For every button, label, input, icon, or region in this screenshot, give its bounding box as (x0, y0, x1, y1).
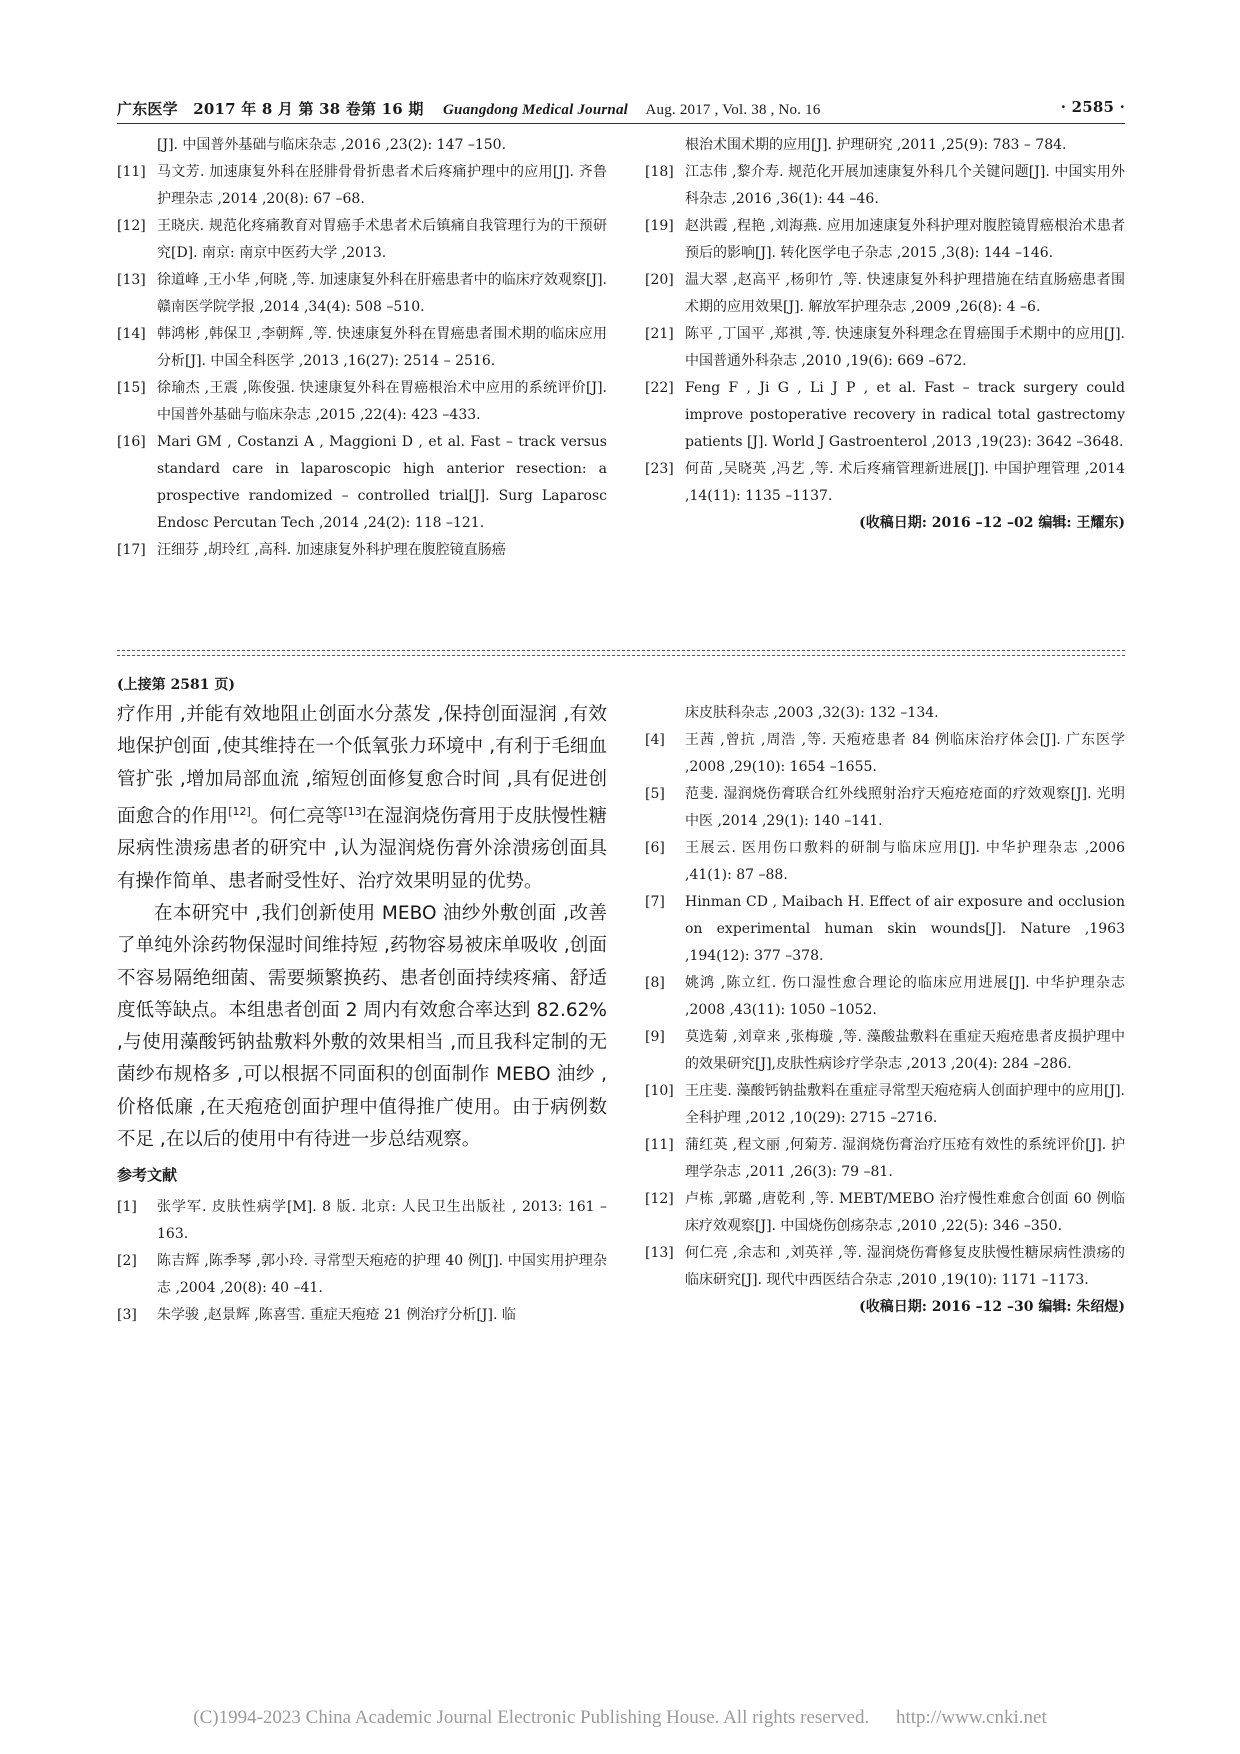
reference-item (645, 321, 1125, 375)
reference-number: [20] (645, 272, 674, 288)
reference-item (117, 159, 607, 213)
reference-item (645, 700, 1125, 727)
reference-text: 姚鸿 ,陈立红. 伤口湿性愈合理论的临床应用进展[J]. 中华护理杂志 ,2008 ,43(11): 1050 –1052. (685, 975, 1125, 1018)
reference-item (117, 321, 607, 375)
reference-item (117, 1194, 607, 1248)
top-right-references (645, 132, 1125, 537)
reference-text: 何苗 ,吴晓英 ,冯艺 ,等. 术后疼痛管理新进展[J]. 中国护理管理 ,2014 ,14(11): 1135 –1137. (685, 461, 1125, 504)
reference-item (117, 1248, 607, 1302)
header-rule (117, 123, 1125, 124)
reference-text: 朱学骏 ,赵景辉 ,陈喜雪. 重症天疱疮 21 例治疗分析[J]. 临 (157, 1307, 516, 1324)
reference-text: Mari GM , Costanzi A , Maggioni D , et al. Fast – track versus standard care in laparoscopic high anterior resection: a prospective randomized – controlled trial[J]. Surg Laparosc Endosc Percutan Tech ,2014 ,24(2): 118 –121. (157, 434, 607, 531)
reference-item (117, 1302, 607, 1329)
reference-number: [11] (117, 164, 146, 180)
reference-item (117, 132, 607, 159)
reference-number: [9] (645, 1029, 665, 1045)
reference-item (645, 132, 1125, 159)
reference-number: [7] (645, 894, 665, 910)
reference-text: 陈平 ,丁国平 ,郑祺 ,等. 快速康复外科理念在胃癌围手术期中的应用[J]. 中国普通外科杂志 ,2010 ,19(6): 669 –672. (685, 326, 1125, 369)
reference-text: 马文芳. 加速康复外科在胫腓骨骨折患者术后疼痛护理中的应用[J]. 齐鲁护理杂志 ,2014 ,20(8): 67 –68. (157, 164, 607, 207)
reference-text: 王晓庆. 规范化疼痛教育对胃癌手术患者术后镇痛自我管理行为的干预研究[D]. 南京: 南京中医药大学 ,2013. (157, 218, 607, 261)
page-number: · 2585 · (1060, 98, 1125, 116)
issue-cn: 2017 年 8 月 第 38 卷第 16 期 (193, 100, 424, 118)
reference-number: [23] (645, 461, 674, 477)
reference-text: 床皮肤科杂志 ,2003 ,32(3): 132 –134. (685, 705, 939, 721)
copyright-text: (C)1994-2023 China Academic Journal Electronic Publishing House. All rights reserved. (193, 1707, 870, 1728)
reference-number: [13] (117, 272, 146, 288)
running-header (117, 98, 1125, 122)
reference-item (645, 1132, 1125, 1186)
reference-number: [4] (645, 732, 665, 748)
reference-text: 王展云. 医用伤口敷料的研制与临床应用[J]. 中华护理杂志 ,2006 ,41(1): 87 –88. (685, 840, 1125, 883)
reference-text: 韩鸿彬 ,韩保卫 ,李朝辉 ,等. 快速康复外科在胃癌患者围术期的临床应用分析[J]. 中国全科医学 ,2013 ,16(27): 2514 – 2516. (157, 326, 607, 369)
reference-number: [8] (645, 975, 665, 991)
reference-text: 范斐. 湿润烧伤膏联合红外线照射治疗天疱疮疮面的疗效观察[J]. 光明中医 ,2014 ,29(1): 140 –141. (685, 786, 1125, 829)
reference-item (645, 1024, 1125, 1078)
reference-item (645, 456, 1125, 510)
reference-item (645, 970, 1125, 1024)
reference-text: 徐瑜杰 ,王震 ,陈俊强. 快速康复外科在胃癌根治术中应用的系统评价[J]. 中国普外基础与临床杂志 ,2015 ,22(4): 423 –433. (157, 380, 607, 423)
reference-item (645, 889, 1125, 970)
journal-citation (117, 98, 821, 119)
body-paragraph-2: 在本研究中 ,我们创新使用 MEBO 油纱外敷创面 ,改善了单纯外涂药物保湿时间维持短 ,药物容易被床单吸收 ,创面不容易隔绝细菌、需要频繁换药、患者创面持续疼痛、舒适度低等缺点。本组患者创面 2 周内有效愈合率达到 82.62% ,与使用藻酸钙钠盐敷料外敷的效果相当 ,而且我科定制的无菌纱布规格多 ,可以根据不同面积的创面制作 MEBO 油纱 ,价格低廉 ,在天疱疮创面护理中值得推广使用。由于病例数不足 ,在以后的使用中有待进一步总结观察。 (117, 902, 607, 1151)
reference-item (645, 781, 1125, 835)
reference-number: [15] (117, 380, 146, 396)
journal-name-en: Guangdong Medical Journal (443, 102, 629, 118)
reference-text: Feng F , Ji G , Li J P , et al. Fast – track surgery could improve postoperative recovery in radical total gastrectomy patients [J]. World J Gastroenterol ,2013 ,19(23): 3642 –3648. (685, 380, 1125, 450)
reference-text: 王茜 ,曾抗 ,周浩 ,等. 天疱疮患者 84 例临床治疗体会[J]. 广东医学 ,2008 ,29(10): 1654 –1655. (685, 732, 1125, 775)
reference-number: [10] (645, 1083, 674, 1099)
reference-number: [21] (645, 326, 674, 342)
continued-from-note: (上接第 2581 页) (117, 677, 235, 693)
reference-number: [5] (645, 786, 665, 802)
article-body-column (117, 673, 607, 1329)
reference-number: [2] (117, 1253, 137, 1270)
citation-12[interactable]: [12] (228, 804, 251, 818)
reference-item (645, 727, 1125, 781)
reference-number: [6] (645, 840, 665, 856)
received-date-top: (收稿日期: 2016 –12 –02 编辑: 王耀东) (859, 515, 1125, 531)
top-left-references (117, 132, 607, 564)
article-divider (117, 650, 1125, 656)
body-paragraph-1: 疗作用 ,并能有效地阻止创面水分蒸发 ,保持创面湿润 ,有效地保护创面 ,使其维持在一个低氧张力环境中 ,有利于毛细血管扩张 ,增加局部血流 ,缩短创面修复愈合时间 ,具有促进创面愈合的作用[12]。何仁亮等[13]在湿润烧伤膏用于皮肤慢性糖尿病性溃疡患者的研究中 ,认为湿润烧伤膏外涂溃疡创面具有操作简单、患者耐受性好、治疗效果明显的优势。 (117, 704, 607, 892)
bottom-right-references (645, 700, 1125, 1321)
reference-text: 卢栋 ,郭璐 ,唐乾利 ,等. MEBT/MEBO 治疗慢性难愈合创面 60 例临床疗效观察[J]. 中国烧伤创疡杂志 ,2010 ,22(5): 346 –350. (685, 1191, 1125, 1234)
reference-item (645, 267, 1125, 321)
reference-item (645, 835, 1125, 889)
reference-item (117, 429, 607, 537)
reference-number: [14] (117, 326, 146, 342)
reference-item (645, 159, 1125, 213)
reference-text: 根治术围术期的应用[J]. 护理研究 ,2011 ,25(9): 783 – 784. (685, 137, 1067, 153)
reference-text: 汪细芬 ,胡玲红 ,高科. 加速康复外科护理在腹腔镜直肠癌 (157, 542, 506, 558)
issue-en: Aug. 2017 , Vol. 38 , No. 16 (645, 102, 821, 118)
reference-number: [17] (117, 542, 146, 558)
citation-13[interactable]: [13] (343, 804, 367, 818)
reference-number: [22] (645, 380, 674, 396)
cnki-link[interactable]: http://www.cnki.net (895, 1707, 1047, 1728)
reference-item (645, 1240, 1125, 1294)
reference-item (117, 537, 607, 564)
reference-item (117, 375, 607, 429)
journal-name-cn: 广东医学 (117, 100, 178, 118)
reference-item (645, 213, 1125, 267)
reference-number: [11] (645, 1137, 674, 1153)
copyright-footer (0, 1707, 1240, 1729)
reference-number: [19] (645, 218, 674, 234)
reference-number: [13] (645, 1245, 674, 1261)
reference-item (117, 213, 607, 267)
reference-text: [J]. 中国普外基础与临床杂志 ,2016 ,23(2): 147 –150. (157, 137, 507, 153)
reference-text: 赵洪霞 ,程艳 ,刘海燕. 应用加速康复外科护理对腹腔镜胃癌根治术患者预后的影响[J]. 转化医学电子杂志 ,2015 ,3(8): 144 –146. (685, 218, 1125, 261)
reference-text: Hinman CD , Maibach H. Effect of air exposure and occlusion on experimental human skin wounds[J]. Nature ,1963 ,194(12): 377 –378. (685, 894, 1125, 964)
reference-item (645, 375, 1125, 456)
reference-text: 陈吉辉 ,陈季琴 ,郭小玲. 寻常型天疱疮的护理 40 例[J]. 中国实用护理杂志 ,2004 ,20(8): 40 –41. (157, 1253, 607, 1297)
references-heading: 参考文献 (117, 1166, 178, 1185)
reference-text: 江志伟 ,黎介寿. 规范化开展加速康复外科几个关键问题[J]. 中国实用外科杂志 ,2016 ,36(1): 44 –46. (685, 164, 1125, 207)
reference-text: 徐道峰 ,王小华 ,何晓 ,等. 加速康复外科在肝癌患者中的临床疗效观察[J]. 赣南医学院学报 ,2014 ,34(4): 508 –510. (157, 272, 607, 315)
reference-number: [12] (645, 1191, 674, 1207)
reference-item (117, 267, 607, 321)
reference-item (645, 1186, 1125, 1240)
reference-number: [18] (645, 164, 674, 180)
reference-text: 温大翠 ,赵高平 ,杨卯竹 ,等. 快速康复外科护理措施在结直肠癌患者围术期的应用效果[J]. 解放军护理杂志 ,2009 ,26(8): 4 –6. (685, 272, 1125, 315)
reference-number: [1] (117, 1199, 137, 1216)
reference-text: 张学军. 皮肤性病学[M]. 8 版. 北京: 人民卫生出版社 , 2013: 161 –163. (157, 1199, 607, 1243)
reference-text: 蒲红英 ,程文丽 ,何菊芳. 湿润烧伤膏治疗压疮有效性的系统评价[J]. 护理学杂志 ,2011 ,26(3): 79 –81. (685, 1137, 1125, 1180)
received-date-bottom: (收稿日期: 2016 –12 –30 编辑: 朱绍煜) (859, 1299, 1125, 1315)
reference-text: 王庄斐. 藻酸钙钠盐敷料在重症寻常型天疱疮病人创面护理中的应用[J]. 全科护理 ,2012 ,10(29): 2715 –2716. (685, 1083, 1125, 1126)
reference-number: [12] (117, 218, 146, 234)
reference-number: [3] (117, 1307, 137, 1324)
reference-number: [16] (117, 434, 146, 450)
reference-text: 何仁亮 ,余志和 ,刘英祥 ,等. 湿润烧伤膏修复皮肤慢性糖尿病性溃疡的临床研究[J]. 现代中西医结合杂志 ,2010 ,19(10): 1171 –1173. (685, 1245, 1125, 1288)
reference-item (645, 1078, 1125, 1132)
reference-text: 莫选菊 ,刘章来 ,张梅璇 ,等. 藻酸盐敷料在重症天疱疮患者皮损护理中的效果研究[J],皮肤性病诊疗学杂志 ,2013 ,20(4): 284 –286. (685, 1029, 1125, 1072)
